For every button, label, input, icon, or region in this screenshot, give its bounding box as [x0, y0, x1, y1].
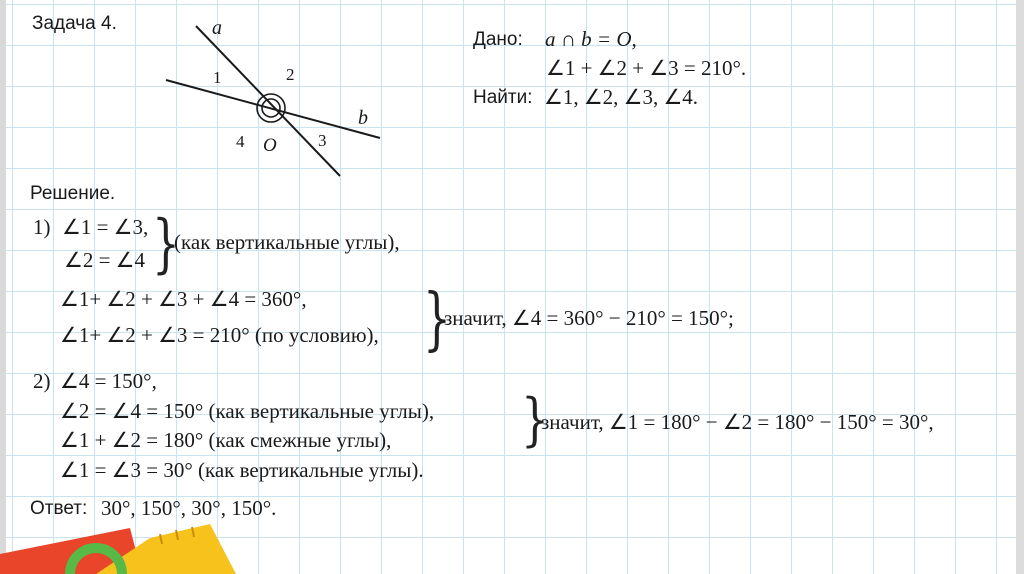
- line-a-label: a: [212, 17, 222, 39]
- angle-2-label: 2: [286, 65, 295, 84]
- brace-step1: }: [152, 207, 180, 281]
- decorative-ruler-icon: [0, 514, 260, 574]
- step1-line-2: ∠2 = ∠4: [64, 248, 145, 272]
- point-o-label: O: [263, 135, 277, 156]
- step1b-line-2: ∠1+ ∠2 + ∠3 = 210° (по условию),: [60, 323, 379, 347]
- step2-line-1: ∠4 = 150°,: [60, 369, 157, 393]
- brace-step2: }: [521, 387, 549, 454]
- line-b-label: b: [358, 107, 368, 129]
- angle-1-label: 1: [213, 68, 222, 87]
- answer-label: Ответ:: [30, 498, 88, 519]
- line-b: [166, 80, 380, 138]
- page-right-edge: [1016, 0, 1024, 574]
- step2-line-3: ∠1 + ∠2 = 180° (как смежные углы),: [60, 428, 392, 452]
- given-label: Дано:: [473, 29, 523, 50]
- angle-4-label: 4: [236, 132, 245, 151]
- step2-line-4: ∠1 = ∠3 = 30° (как вертикальные углы).: [60, 458, 424, 482]
- step2-number: 2): [33, 369, 51, 393]
- brace-step1b: }: [423, 280, 451, 360]
- angle-3-label: 3: [318, 131, 327, 150]
- step1-reason: (как вертикальные углы),: [174, 230, 400, 254]
- step1-line-1: ∠1 = ∠3,: [62, 215, 149, 239]
- task-title: Задача 4.: [32, 13, 117, 34]
- intersecting-lines-figure: [0, 0, 400, 200]
- step2-conclusion: значит, ∠1 = 180° − ∠2 = 180° − 150° = 30°,: [541, 410, 934, 434]
- find-label: Найти:: [473, 87, 533, 108]
- given-angle-sum: ∠1 + ∠2 + ∠3 = 210°.: [546, 56, 747, 80]
- step1b-line-1: ∠1+ ∠2 + ∠3 + ∠4 = 360°,: [60, 287, 307, 311]
- step2-line-2: ∠2 = ∠4 = 150° (как вертикальные углы),: [60, 399, 435, 423]
- step1b-conclusion: значит, ∠4 = 360° − 210° = 150°;: [444, 306, 734, 330]
- given-intersection: a ∩ b = O,: [545, 27, 637, 51]
- solution-heading: Решение.: [30, 183, 116, 204]
- answer-value: 30°, 150°, 30°, 150°.: [101, 496, 277, 520]
- find-value: ∠1, ∠2, ∠3, ∠4.: [544, 85, 699, 109]
- step1-number: 1): [33, 215, 51, 239]
